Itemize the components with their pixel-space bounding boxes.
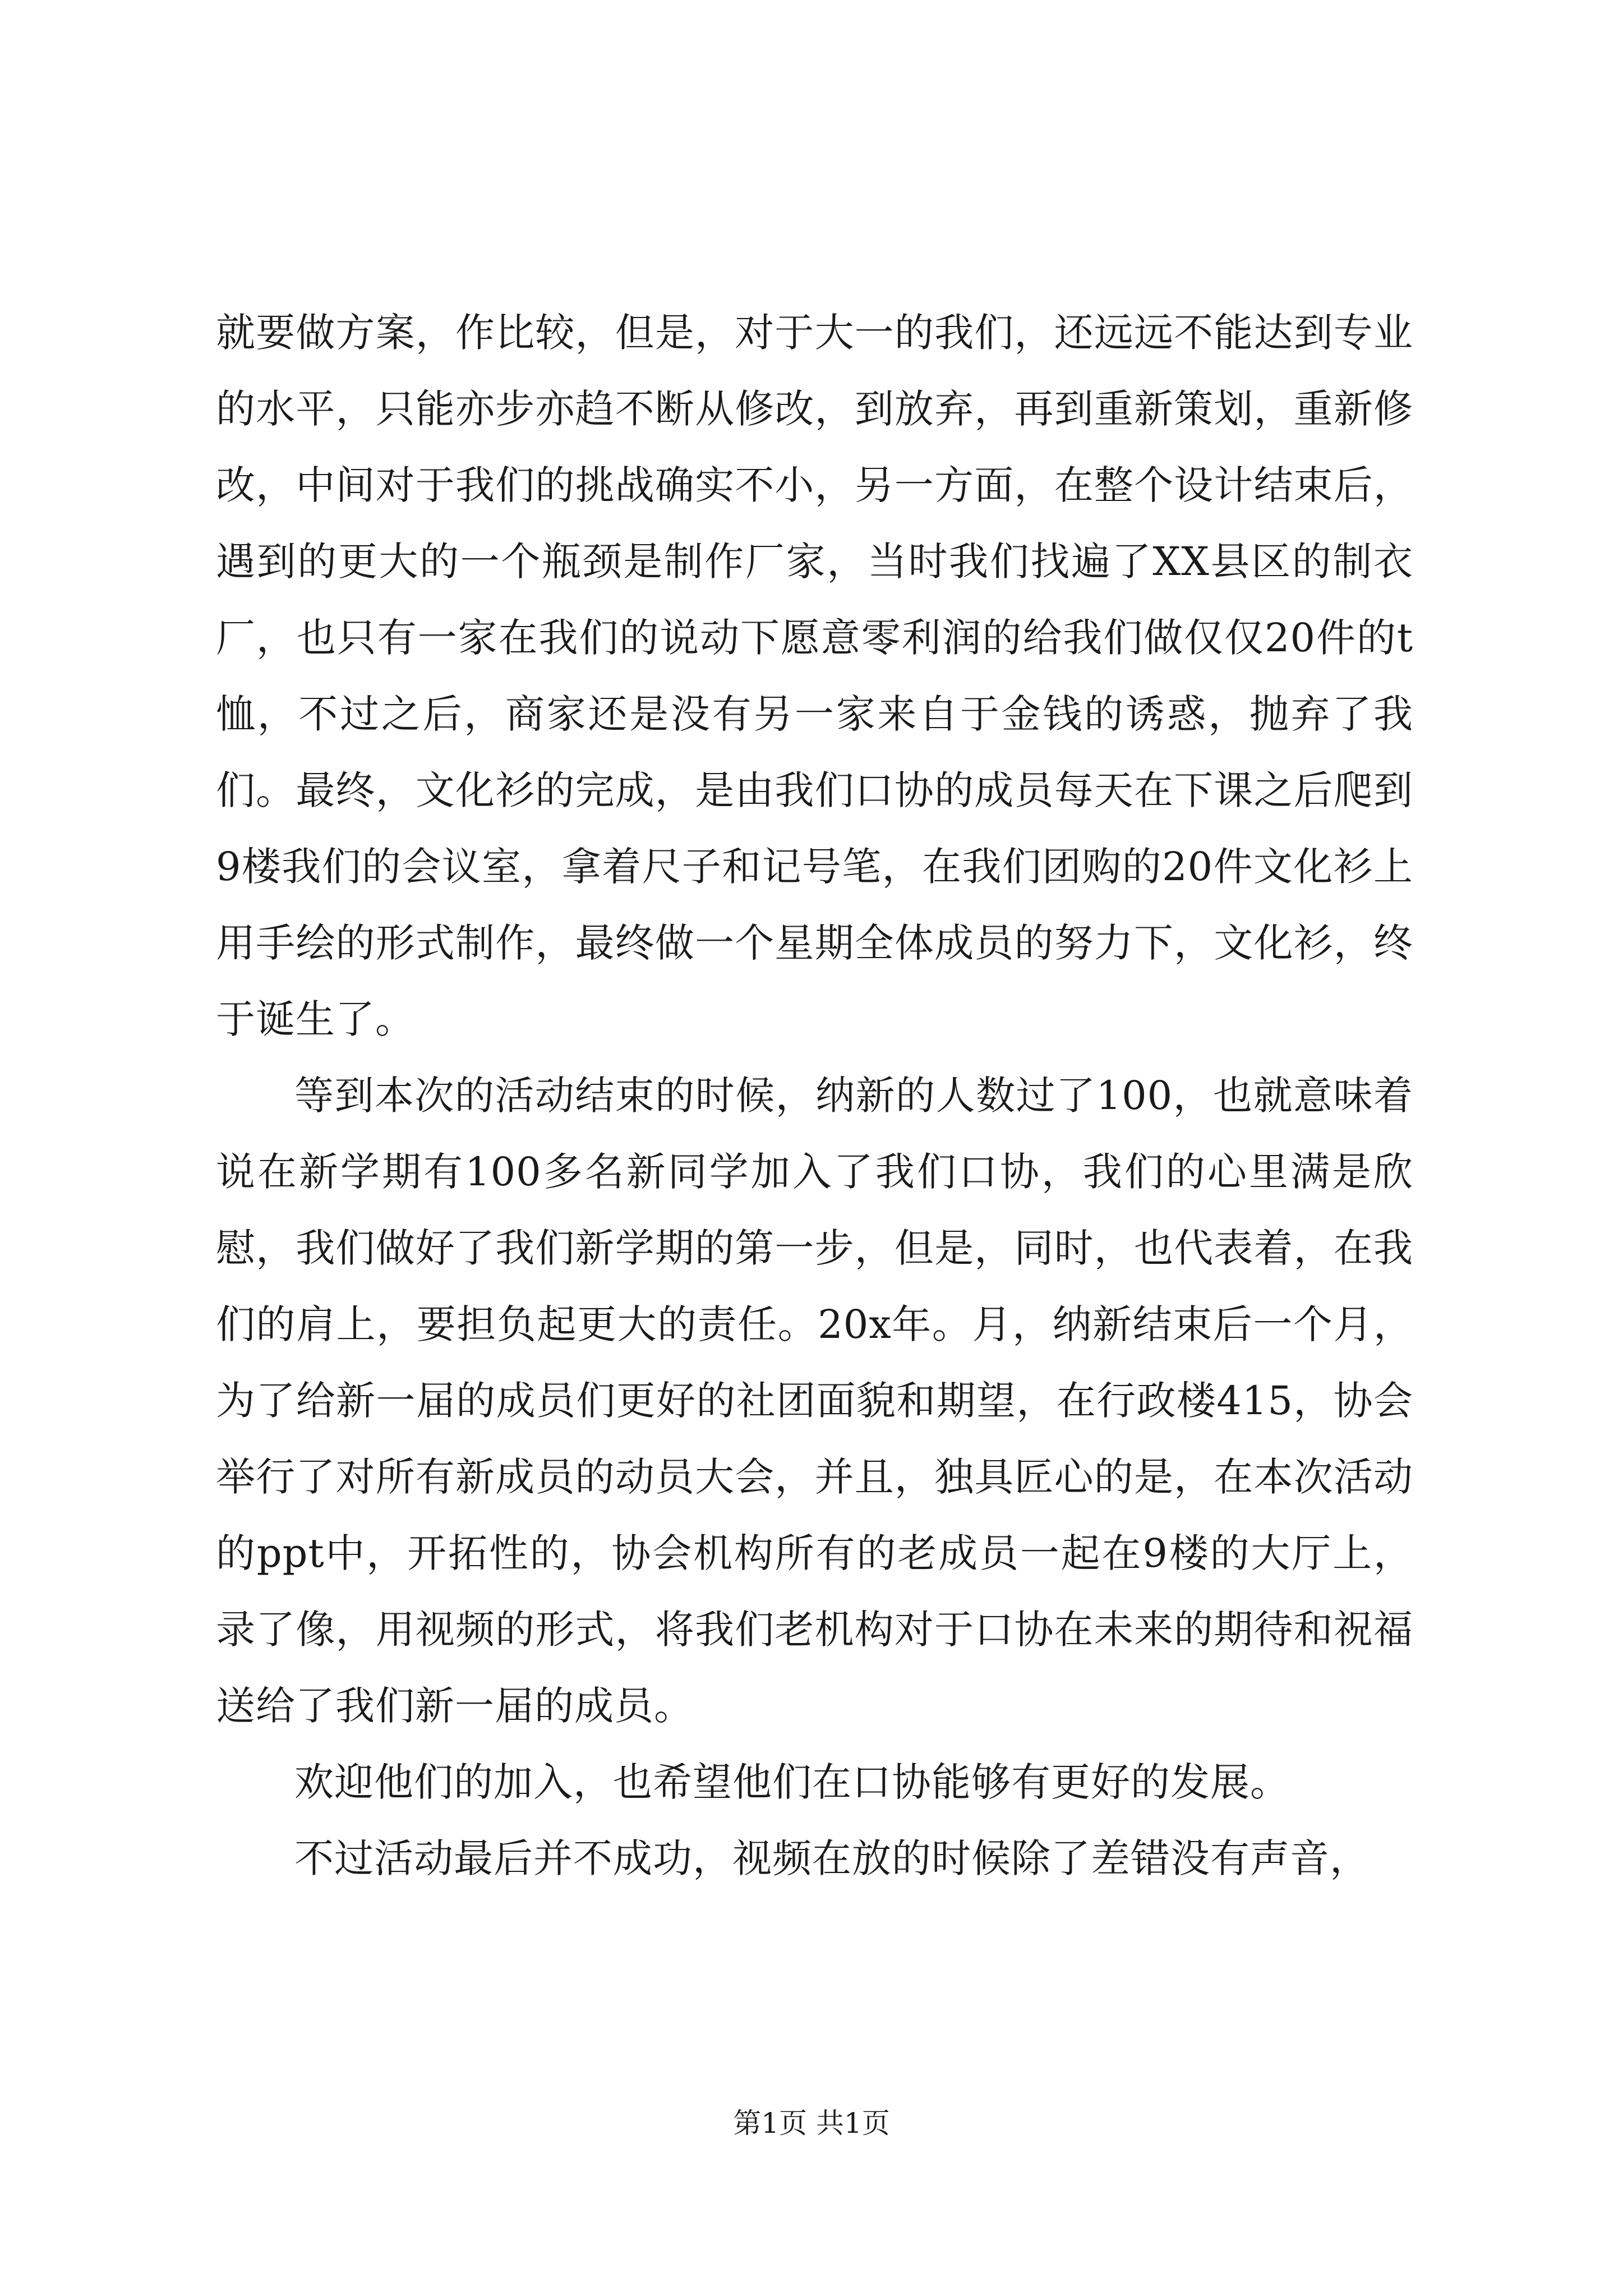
paragraph-recruitment-result: 等到本次的活动结束的时候，纳新的人数过了100，也就意味着说在新学期有100多名新同学加入了我们口协，我们的心里满是欣慰，我们做好了我们新学期的第一步，但是，同时，也代表着，在我们的肩上，要担负起更大的责任。20x年。月，纳新结束后一个月，为了给新一届的成员们更好的社团面貌和期望，在行政楼415，协会举行了对所有新成员的动员大会，并且，独具匠心的是，在本次活动的ppt中，开拓性的，协会机构所有的老成员一起在9楼的大厅上，录了像，用视频的形式，将我们老机构对于口协在未来的期待和祝福送给了我们新一届的成员。 <box>216 1073 1413 1729</box>
page-footer: 第1页 共1页 <box>733 2107 890 2139</box>
document-body <box>216 295 1413 1897</box>
paragraph-continuation: 就要做方案，作比较，但是，对于大一的我们，还远远不能达到专业的水平，只能亦步亦趋不断从修改，到放弃，再到重新策划，重新修改，中间对于我们的挑战确实不小，另一方面，在整个设计结束后，遇到的更大的一个瓶颈是制作厂家，当时我们找遍了XX县区的制衣厂，也只有一家在我们的说动下愿意零利润的给我们做仅仅20件的t恤，不过之后，商家还是没有另一家来自于金钱的诱惑，抛弃了我们。最终，文化衫的完成，是由我们口协的成员每天在下课之后爬到9楼我们的会议室，拿着尺子和记号笔，在我们团购的20件文化衫上用手绘的形式制作，最终做一个星期全体成员的努力下，文化衫，终于诞生了。 <box>216 310 1413 1042</box>
paragraph-activity-issue: 不过活动最后并不成功，视频在放的时候除了差错没有声音， <box>294 1835 1370 1881</box>
paragraph-welcome: 欢迎他们的加入，也希望他们在口协能够有更好的发展。 <box>294 1759 1290 1805</box>
